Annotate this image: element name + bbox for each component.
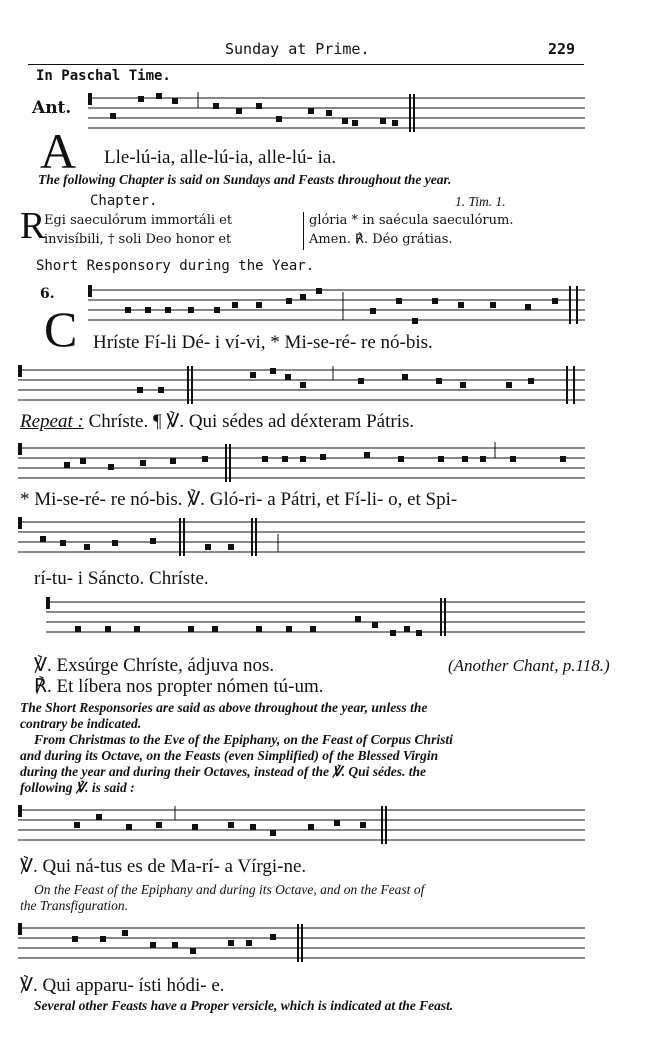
staff-versicle (0, 592, 650, 652)
chapter-divider (303, 212, 304, 250)
rubric-note-2: contrary be indicated. (20, 716, 142, 731)
header-rule (28, 64, 584, 65)
page-number: 229 (548, 40, 576, 58)
versicle-r-line: ℟. Et líbera nos propter nómen tú-um. (34, 676, 324, 697)
staff-responsory-4 (0, 512, 650, 572)
rubric-note-6: following ℣. is said : (20, 780, 135, 795)
paschal-heading: In Paschal Time. (36, 68, 171, 84)
chapter-right-line2: Amen. ℟. Déo grátias. (309, 232, 453, 247)
rubric-chapter: The following Chapter is said on Sundays and Feasts throughout the year. (38, 172, 452, 187)
staff-natus (0, 800, 650, 860)
paschal-initial: A (40, 123, 77, 179)
responsory-line2: Chríste. ¶ ℣. Qui sédes ad déxteram Pátris. (83, 411, 415, 432)
rubric-final: Several other Feasts have a Proper versicle, which is indicated at the Feast. (34, 998, 454, 1013)
rubric-note-3: From Christmas to the Eve of the Epiphany, on the Feast of Corpus Christi (34, 732, 453, 747)
chapter-initial: R (20, 205, 46, 247)
versicle-v-line: ℣. Exsúrge Chríste, ádjuva nos. (34, 655, 275, 676)
rubric-note-4: and during its Octave, on the Feasts (even Simplified) of the Blessed Virgin (20, 748, 439, 763)
responsory-line1: Hríste Fí-li Dé- i ví-vi, * Mi-se-ré- re nó-bis. (93, 332, 433, 353)
rubric-note-1: The Short Responsories are said as above throughout the year, unless the (20, 700, 428, 715)
staff-paschal (0, 88, 650, 148)
rubric-epiphany-1: On the Feast of the Epiphany and during its Octave, and on the Feast of (34, 882, 425, 897)
staff-apparuisti (0, 918, 650, 978)
running-title: Sunday at Prime. (225, 40, 370, 58)
responsory-line4: rí-tu- i Sáncto. Chríste. (34, 568, 209, 589)
rubric-epiphany-2: the Transfiguration. (20, 898, 129, 913)
chapter-right-line1: glória * in saécula saeculórum. (309, 213, 514, 228)
antiphon-label: Ant. (32, 98, 72, 118)
chapter-left-line1: Egi saeculórum immortáli et (44, 213, 233, 228)
verse-natus: ℣. Qui ná-tus es de Ma-rí- a Vírgi-ne. (20, 856, 307, 877)
repeat-label: Repeat : (20, 411, 84, 432)
paschal-lyrics: Lle-lú-ia, alle-lú-ia, alle-lú- ia. (104, 147, 337, 168)
chapter-reference: 1. Tim. 1. (455, 194, 506, 209)
responsory-initial: C (44, 301, 78, 357)
rubric-note-5: during the year and during their Octaves, instead of the ℣. Qui sédes. the (20, 764, 427, 779)
staff-responsory-1 (0, 280, 650, 340)
responsory-line3: * Mi-se-ré- re nó-bis. ℣. Gló-ri- a Pátri, et Fí-li- o, et Spi- (20, 489, 458, 510)
responsory-heading: Short Responsory during the Year. (36, 258, 315, 274)
chapter-heading: Chapter. (90, 193, 158, 209)
responsory-mode: 6. (40, 286, 55, 302)
verse-apparuisti: ℣. Qui apparu- ísti hódi- e. (20, 975, 225, 996)
chapter-left-line2: invisíbili, † soli Deo honor et (44, 232, 232, 247)
another-chant-ref: (Another Chant, p.118.) (448, 656, 610, 675)
